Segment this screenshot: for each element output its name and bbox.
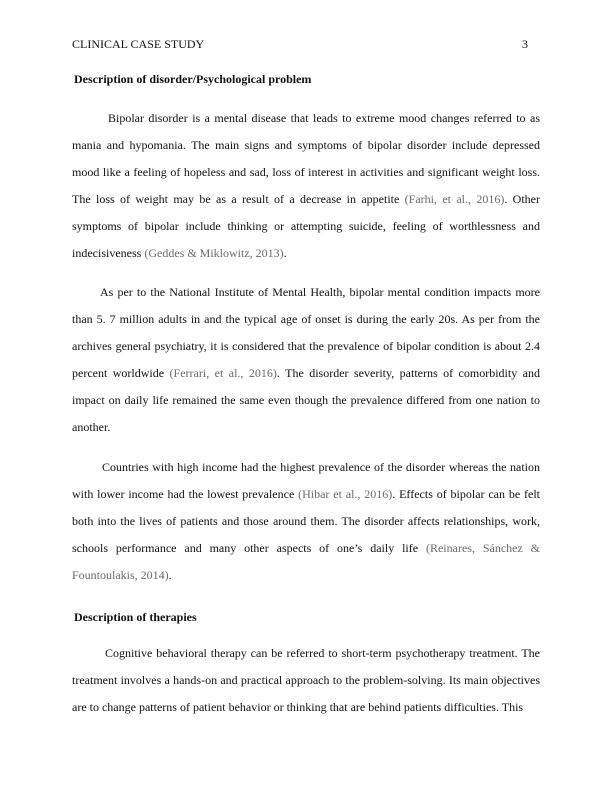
paragraph-text: . xyxy=(168,568,172,582)
paragraph-text: Bipolar disorder is a mental disease that leads to extreme mood changes referred to as mania and hypomania. The main signs and symptoms of bipolar disorder include depressed mood like a feeling of hopeless and sad, loss of interest in activities and significant weight loss. The loss of weight may be as a result of a decrease in appetite xyxy=(72,111,540,206)
section-heading-therapies: Description of therapies xyxy=(74,610,197,624)
paragraph-text: Countries with high income had the highest prevalence of the disorder whereas the nation with lower income had the lowest prevalence xyxy=(72,460,540,501)
page-header xyxy=(72,36,540,52)
citation: (Hibar et al., 2016) xyxy=(298,487,393,501)
page-number: 3 xyxy=(522,37,528,51)
paragraph-prevalence xyxy=(72,279,540,441)
paragraph-text: As per to the National Institute of Mental Health, bipolar mental condition impacts more than 5. 7 million adults in and the typical age of onset is during the early 20s. As per from the archives general psychiatry, it is considered that the prevalence of bipolar condition is about 2.4 percent worldwide xyxy=(72,285,540,380)
citation: (Geddes & Miklowitz, 2013) xyxy=(144,246,284,260)
paragraph-income-effects xyxy=(72,454,540,589)
paragraph-text: . The disorder severity, patterns of comorbidity and impact on daily life remained the same even though the prevalence differed from one nation to another. xyxy=(72,366,540,434)
paragraph-text: . Effects of bipolar can be felt both into the lives of patients and those around them. The disorder affects relationships, work, schools performance and many other aspects of one’s daily life xyxy=(72,487,540,555)
citation: (Ferrari, et al., 2016) xyxy=(169,366,277,380)
paragraph-text: . Other symptoms of bipolar include thinking or attempting suicide, feeling of worthlessness and indecisiveness xyxy=(72,192,540,260)
paragraph-text: Cognitive behavioral therapy can be referred to short-term psychotherapy treatment. The treatment involves a hands-on and practical approach to the problem-solving. Its main objectives are to change patterns of patient behavior or thinking that are behind patients difficulties. This xyxy=(72,646,540,714)
paragraph-cbt xyxy=(72,640,540,735)
running-head: CLINICAL CASE STUDY xyxy=(72,37,205,51)
paragraph-bipolar-definition xyxy=(72,105,540,267)
section-heading-disorder: Description of disorder/Psychological problem xyxy=(74,72,312,86)
citation: (Reinares, Sánchez & Fountoulakis, 2014) xyxy=(72,541,541,582)
paragraph-text: . xyxy=(283,246,287,260)
citation: (Farhi, et al., 2016) xyxy=(404,192,505,206)
